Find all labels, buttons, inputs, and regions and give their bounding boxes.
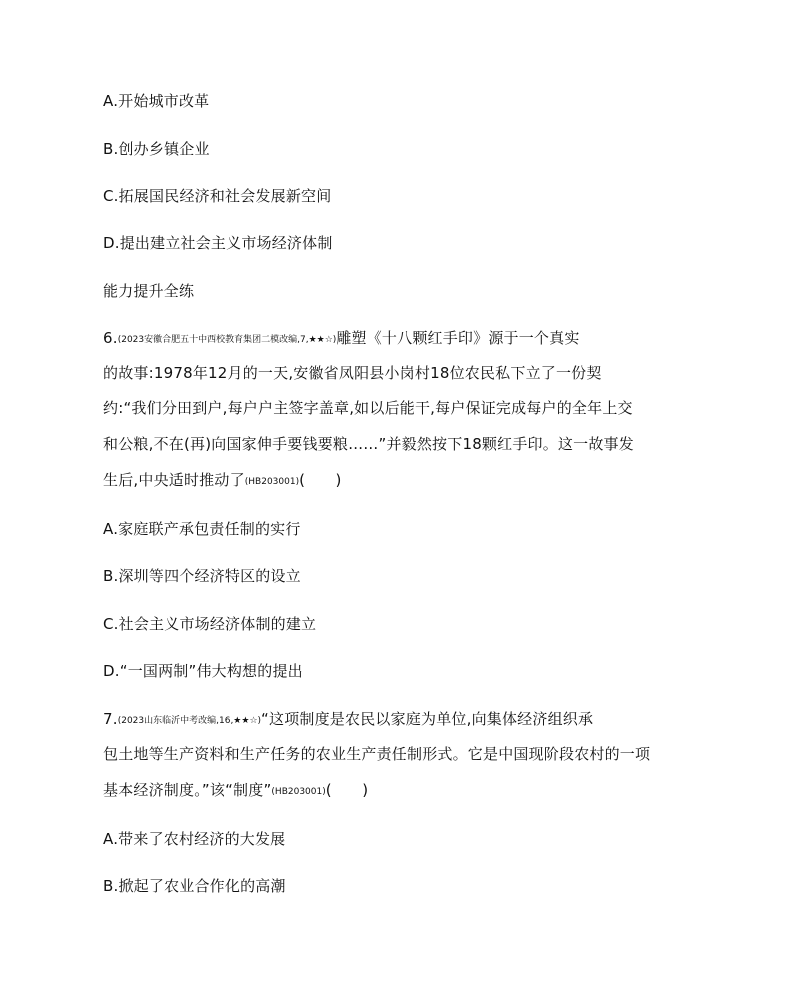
q7-number: 7. [103,710,118,728]
q6-line-2: 的故事:1978年12月的一天,安徽省凤阳县小岗村18位农民私下立了一份契 [103,364,602,382]
q5-option-d: D.提出建立社会主义市场经济体制 [103,234,333,252]
q6-line-4: 和公粮,不在(再)向国家伸手要钱要粮……”并毅然按下18颗红手印。这一故事发 [103,435,634,453]
q7-code: (HB203001) [271,787,326,797]
q6-line-3: 约:“我们分田到户,每户户主签字盖章,如以后能干,每户保证完成每户的全年上交 [103,399,633,417]
q6-answer-blank: ( ) [299,471,342,489]
q6-source: (2023安徽合肥五十中西校教育集团二模改编,7,★★☆) [117,335,337,345]
q5-option-b: B.创办乡镇企业 [103,140,210,158]
section-title: 能力提升全练 [103,282,195,300]
q6-option-a: A.家庭联产承包责任制的实行 [103,520,301,538]
q6-line-1: 6.(2023安徽合肥五十中西校教育集团二模改编,7,★★☆)雕塑《十八颗红手印》源于一个真实 [103,329,580,347]
q5-option-c: C.拓展国民经济和社会发展新空间 [103,187,332,205]
q6-option-d: D.“一国两制”伟大构想的提出 [103,662,303,680]
q7-option-b: B.掀起了农业合作化的高潮 [103,877,286,895]
q6-option-c: C.社会主义市场经济体制的建立 [103,615,317,633]
q7-line-3: 基本经济制度。”该“制度”(HB203001)( ) [103,781,369,799]
q6-line-5: 生后,中央适时推动了(HB203001)( ) [103,471,342,489]
q7-option-a: A.带来了农村经济的大发展 [103,830,286,848]
q7-answer-blank: ( ) [325,781,369,799]
q5-option-a: A.开始城市改革 [103,92,210,110]
q6-option-b: B.深圳等四个经济特区的设立 [103,567,301,585]
q6-code: (HB203001) [244,477,300,487]
q7-line-1: 7.(2023山东临沂中考改编,16,★★☆)“这项制度是农民以家庭为单位,向集体经济组织承 [103,710,594,728]
q7-line-2: 包土地等生产资料和生产任务的农业生产责任制形式。它是中国现阶段农村的一项 [103,745,651,763]
q7-source: (2023山东临沂中考改编,16,★★☆) [117,716,262,726]
q6-number: 6. [103,329,118,347]
